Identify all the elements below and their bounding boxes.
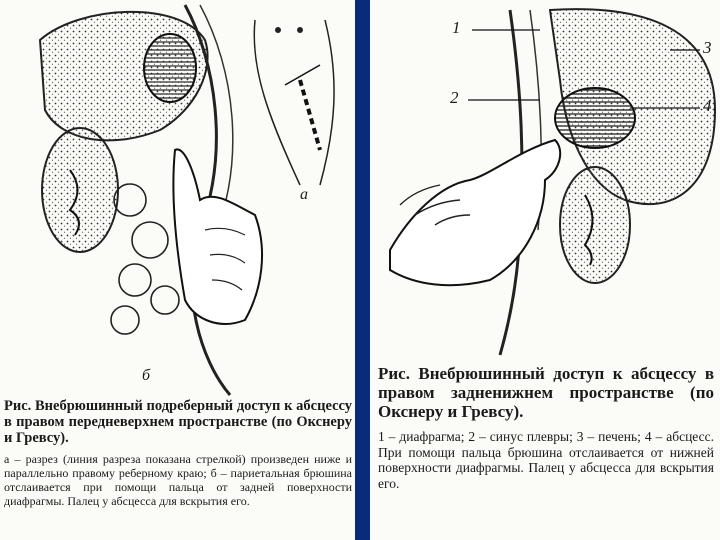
right-caption bbox=[378, 364, 714, 491]
callout-1: 1 bbox=[452, 18, 461, 37]
posterior-access-illustration bbox=[370, 0, 720, 360]
callout-3: 3 bbox=[703, 38, 712, 57]
kidney-shape bbox=[560, 167, 630, 283]
left-caption-note: а – разрез (линия разреза показана стрелкой) произведен ниже и параллельно правому реберному краю; б – париетальная брюшина отслаивается при помощи пальца от задней поверхности диафрагмы. Палец у абсцесса для вскрытия его. bbox=[4, 452, 352, 508]
hand-shape bbox=[390, 140, 560, 285]
hand-shape bbox=[173, 149, 262, 323]
abscess-shape bbox=[555, 88, 635, 148]
intestine-loops bbox=[111, 184, 179, 334]
left-caption bbox=[4, 398, 352, 508]
torso-inset bbox=[254, 20, 334, 185]
left-caption-title: Рис. Внебрюшинный подреберный доступ к абсцессу в правом передневерхнем пространстве (по Окснеру и Гревсу). bbox=[4, 398, 352, 446]
right-caption-note: 1 – диафрагма; 2 – синус плевры; 3 – печень; 4 – абсцесс. При помощи пальца брюшина отслаивается от нижней поверхности диафрагмы. Палец у абсцесса для вскрытия его. bbox=[378, 429, 714, 491]
figure-letter-a: а bbox=[300, 186, 308, 203]
right-figure-panel bbox=[370, 0, 720, 540]
right-caption-title: Рис. Внебрюшинный доступ к абсцессу в правом задненижнем пространстве (по Окснеру и Гревсу). bbox=[378, 364, 714, 421]
left-figure-panel bbox=[0, 0, 355, 540]
panel-divider bbox=[355, 0, 370, 540]
callout-2: 2 bbox=[450, 88, 459, 107]
kidney-shape bbox=[42, 128, 118, 252]
abscess-shape bbox=[144, 34, 196, 102]
callout-4: 4 bbox=[703, 96, 712, 115]
figure-letter-b: б bbox=[142, 367, 151, 384]
